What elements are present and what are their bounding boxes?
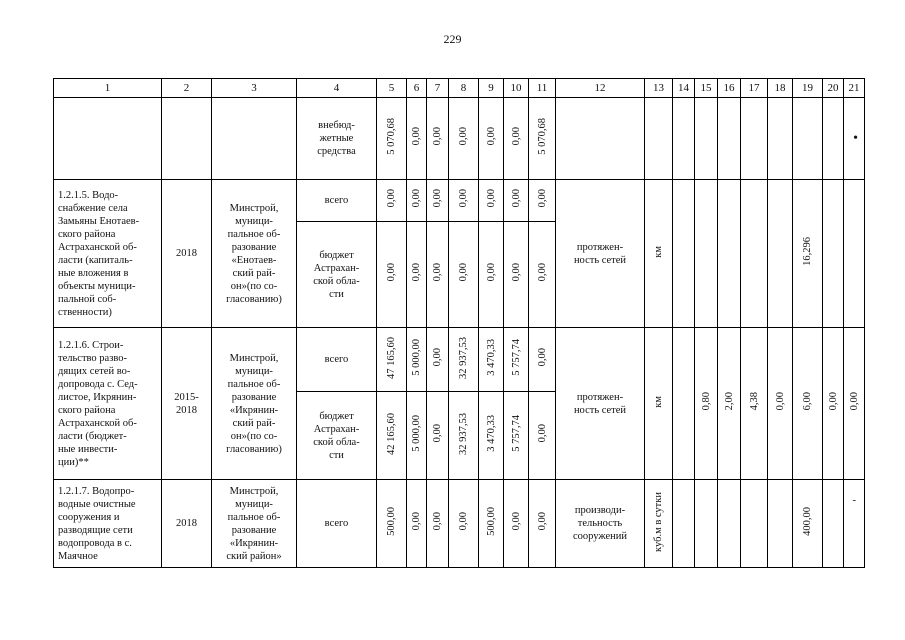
- cell-value: 0,00: [504, 98, 529, 180]
- cell-indicator: протяжен- ность сетей: [556, 180, 645, 328]
- cell-executor: Минстрой, муници- пальное об- разование «Енотаев- ский рай- он»(по со- гласованию): [212, 180, 297, 328]
- cell-value: 47 165,60: [377, 328, 407, 392]
- cell-c21: -: [844, 480, 865, 568]
- cell-value: 0,00: [529, 392, 556, 480]
- cell-value: 5 000,00: [407, 328, 427, 392]
- cell-value: 0,00: [377, 180, 407, 222]
- cell-indicator: протяжен- ность сетей: [556, 328, 645, 480]
- cell-value: 0,00: [449, 222, 479, 328]
- cell-value: 500,00: [479, 480, 504, 568]
- header-cell: 1: [54, 79, 162, 98]
- cell-c21: •: [844, 98, 865, 180]
- cell-executor: [212, 98, 297, 180]
- cell-c20: 0,00: [823, 328, 844, 480]
- cell-c16: [718, 98, 741, 180]
- cell-value: 0,00: [504, 480, 529, 568]
- cell-value: 0,00: [407, 98, 427, 180]
- cell-c17: 4,38: [741, 328, 768, 480]
- header-cell: 5: [377, 79, 407, 98]
- cell-c14: [673, 328, 695, 480]
- cell-c18: [768, 480, 793, 568]
- header-cell: 20: [823, 79, 844, 98]
- cell-executor: Минстрой, муници- пальное об- разование «Икрянин- ский рай- он»(по со- гласованию): [212, 328, 297, 480]
- cell-name: 1.2.1.7. Водопро- водные очистные сооружения и разводящие сети водопровода в с. Маячное: [54, 480, 162, 568]
- data-table: [53, 78, 865, 568]
- cell-c20: [823, 480, 844, 568]
- cell-c16: [718, 480, 741, 568]
- cell-value: 0,00: [427, 98, 449, 180]
- cell-unit: куб.м в сутки: [645, 480, 673, 568]
- header-cell: 4: [297, 79, 377, 98]
- cell-c17: [741, 480, 768, 568]
- table-row: [54, 98, 865, 180]
- header-cell: 3: [212, 79, 297, 98]
- cell-name: 1.2.1.6. Строи- тельство разво- дящих сетей во- допровода с. Сед- листое, Икрянин- ского района Астраханской об- ласти (бюджет- ные инвести- ции)**: [54, 328, 162, 480]
- header-row: [54, 79, 865, 98]
- header-cell: 8: [449, 79, 479, 98]
- cell-value: 0,00: [427, 480, 449, 568]
- cell-c18: [768, 180, 793, 328]
- table-row: [54, 180, 865, 222]
- cell-value: 0,00: [504, 222, 529, 328]
- header-cell: 17: [741, 79, 768, 98]
- page-number: 229: [443, 32, 462, 46]
- cell-value: 0,00: [529, 480, 556, 568]
- cell-value: 32 937,53: [449, 328, 479, 392]
- cell-unit: [645, 98, 673, 180]
- header-cell: 21: [844, 79, 865, 98]
- cell-value: 0,00: [407, 180, 427, 222]
- cell-c16: [718, 180, 741, 328]
- cell-value: 0,00: [377, 222, 407, 328]
- cell-value: 5 070,68: [529, 98, 556, 180]
- cell-value: 5 000,00: [407, 392, 427, 480]
- cell-value: 5 070,68: [377, 98, 407, 180]
- cell-c15: [695, 180, 718, 328]
- cell-value: 5 757,74: [504, 328, 529, 392]
- cell-name: 1.2.1.5. Водо- снабжение села Замьяны Енотаев- ского района Астраханской об- ласти (капиталь- ные вложения в объекты муници- пальной соб- ственности): [54, 180, 162, 328]
- cell-source: всего: [297, 328, 377, 392]
- header-cell: 9: [479, 79, 504, 98]
- cell-c14: [673, 98, 695, 180]
- cell-value: 3 470,33: [479, 328, 504, 392]
- cell-value: 0,00: [449, 180, 479, 222]
- cell-indicator: [556, 98, 645, 180]
- cell-year: [162, 98, 212, 180]
- header-cell: 2: [162, 79, 212, 98]
- cell-c21: [844, 180, 865, 328]
- cell-source: всего: [297, 180, 377, 222]
- cell-c15: [695, 98, 718, 180]
- table-row: [54, 328, 865, 392]
- cell-executor: Минстрой, муници- пальное об- разование «Икрянин- ский район»: [212, 480, 297, 568]
- cell-c14: [673, 180, 695, 328]
- cell-value: 0,00: [479, 222, 504, 328]
- header-cell: 18: [768, 79, 793, 98]
- cell-c19: 6,00: [793, 328, 823, 480]
- cell-year: 2018: [162, 180, 212, 328]
- header-cell: 11: [529, 79, 556, 98]
- cell-value: 0,00: [449, 480, 479, 568]
- header-cell: 15: [695, 79, 718, 98]
- cell-source: бюджет Астрахан- ской обла- сти: [297, 392, 377, 480]
- cell-c18: [768, 98, 793, 180]
- header-cell: 16: [718, 79, 741, 98]
- cell-year: 2015- 2018: [162, 328, 212, 480]
- cell-value: 5 757,74: [504, 392, 529, 480]
- cell-value: 32 937,53: [449, 392, 479, 480]
- header-cell: 14: [673, 79, 695, 98]
- cell-year: 2018: [162, 480, 212, 568]
- cell-unit: км: [645, 180, 673, 328]
- cell-c15: [695, 480, 718, 568]
- cell-value: 0,00: [479, 180, 504, 222]
- cell-c18: 0,00: [768, 328, 793, 480]
- header-cell: 12: [556, 79, 645, 98]
- cell-value: 42 165,60: [377, 392, 407, 480]
- cell-name: [54, 98, 162, 180]
- cell-c15: 0,80: [695, 328, 718, 480]
- cell-value: 0,00: [529, 222, 556, 328]
- cell-c17: [741, 180, 768, 328]
- header-cell: 7: [427, 79, 449, 98]
- cell-value: 0,00: [407, 222, 427, 328]
- cell-c20: [823, 98, 844, 180]
- cell-c19: 400,00: [793, 480, 823, 568]
- cell-c20: [823, 180, 844, 328]
- cell-source: всего: [297, 480, 377, 568]
- cell-c14: [673, 480, 695, 568]
- cell-value: 0,00: [427, 328, 449, 392]
- cell-value: 0,00: [427, 222, 449, 328]
- cell-value: 0,00: [504, 180, 529, 222]
- cell-value: 3 470,33: [479, 392, 504, 480]
- table-row: [54, 480, 865, 568]
- cell-c17: [741, 98, 768, 180]
- cell-value: 0,00: [449, 98, 479, 180]
- cell-indicator: производи- тельность сооружений: [556, 480, 645, 568]
- cell-unit: км: [645, 328, 673, 480]
- header-cell: 19: [793, 79, 823, 98]
- header-cell: 13: [645, 79, 673, 98]
- cell-value: 0,00: [407, 480, 427, 568]
- cell-source: бюджет Астрахан- ской обла- сти: [297, 222, 377, 328]
- cell-c19: [793, 98, 823, 180]
- cell-value: 0,00: [427, 392, 449, 480]
- cell-c21: 0,00: [844, 328, 865, 480]
- cell-value: 0,00: [427, 180, 449, 222]
- cell-c16: 2,00: [718, 328, 741, 480]
- cell-c19: 16,296: [793, 180, 823, 328]
- cell-source: внебюд- жетные средства: [297, 98, 377, 180]
- header-cell: 6: [407, 79, 427, 98]
- cell-value: 0,00: [479, 98, 504, 180]
- cell-value: 500,00: [377, 480, 407, 568]
- header-cell: 10: [504, 79, 529, 98]
- cell-value: 0,00: [529, 328, 556, 392]
- cell-value: 0,00: [529, 180, 556, 222]
